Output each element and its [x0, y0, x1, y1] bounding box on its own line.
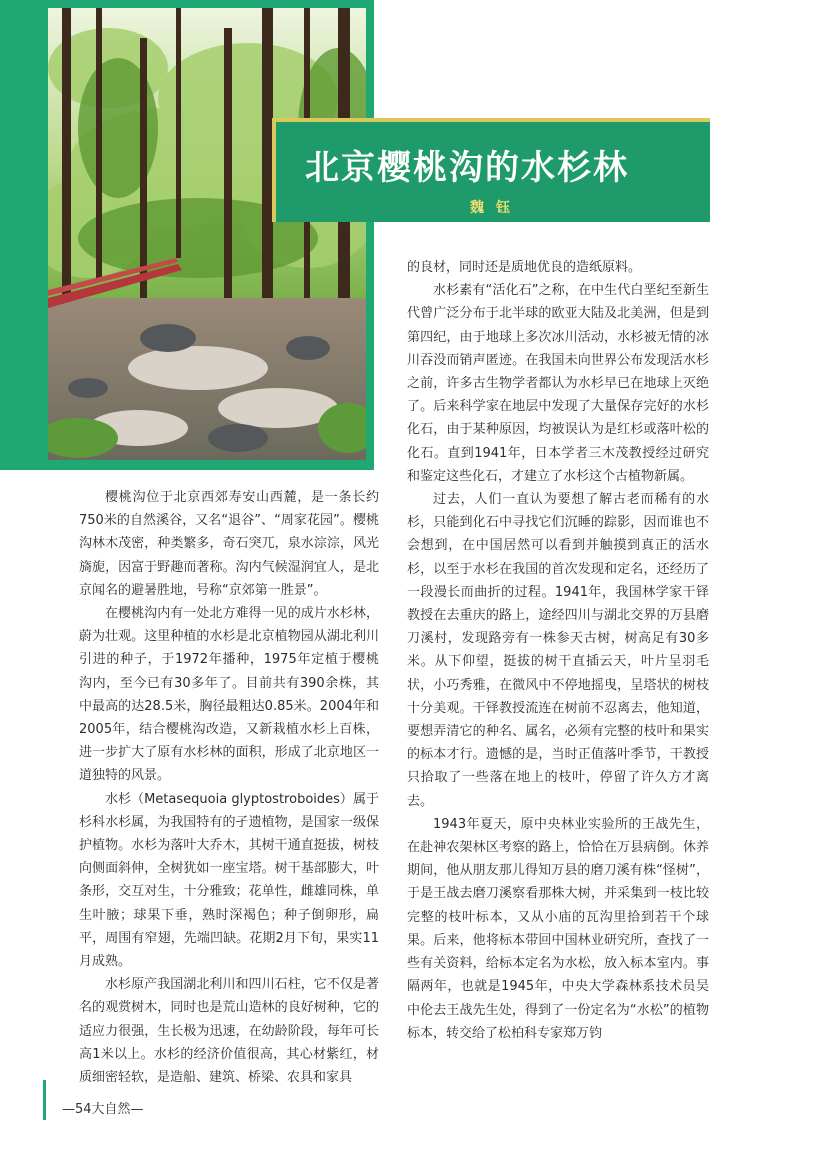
paragraph: 过去，人们一直认为要想了解古老而稀有的水杉，只能到化石中寻找它们沉睡的踪影，因而谁也不会想到，在中国居然可以看到并触摸到真正的活水杉，以至于水杉在我国的首次发现和定名，还经历了一段漫长而曲折的过程。1941年，我国林学家干铎教授在去重庆的路上，途经四川与湖北交界的万县磨刀溪村，发现路旁有一株参天古树，树高足有30多米。从下仰望，挺拔的树干直插云天，叶片呈羽毛状，小巧秀雅，在微风中不停地摇曳，呈塔状的树枝十分美观。干铎教授流连在树前不忍离去，他知道，要想弄清它的种名、属名，必须有完整的枝叶和果实的标本才行。遗憾的是，当时正值落叶季节，干教授只拾取了一些落在地上的枝叶，停留了许久方才离去。: [407, 492, 709, 809]
paragraph: 樱桃沟位于北京西郊寿安山西麓，是一条长约750米的自然溪谷，又名“退谷”、“周家花园”。樱桃沟林木茂密，种类繁多，奇石突兀，泉水淙淙，风光旖旎，因富于野趣而著称。沟内气候湿润宜人，是北京闻名的避暑胜地，号称“京郊第一胜景”。: [79, 490, 379, 598]
forest-photo: [48, 8, 366, 460]
page-number: —54大自然—: [62, 1102, 144, 1117]
footer-accent-bar: [43, 1080, 46, 1120]
left-accent-bar: [0, 0, 44, 470]
paragraph: 水杉（Metasequoia glyptostroboides）属于杉科水杉属，为我国特有的孑遗植物，是国家一级保护植物。水杉为落叶大乔木，其树干通直挺拔，树枝向侧面斜伸，全树犹如一座宝塔。树干基部膨大，叶条形，交互对生，十分雅致；花单性，雌雄同株，单生叶腋；球果下垂，熟时深褐色；种子倒卵形，扁平，周围有窄翅，先端凹缺。花期2月下旬，果实11月成熟。: [79, 791, 379, 970]
paragraph: 水杉原产我国湖北利川和四川石柱，它不仅是著名的观赏树木，同时也是荒山造林的良好树种，它的适应力很强，生长极为迅速，在幼龄阶段，每年可长高1米以上。水杉的经济价值很高，其心材紫红，材质细密轻软，是造船、建筑、桥梁、农具和家具: [79, 977, 379, 1086]
paragraph-continued: 的良材，同时还是质地优良的造纸原料。: [407, 260, 642, 275]
left-text-column: [79, 486, 379, 1089]
paragraph: 1943年夏天，原中央林业实验所的王战先生，在赴神农架林区考察的路上，恰恰在万县病倒。休养期间，他从朋友那儿得知万县的磨刀溪有株“怪树”，于是王战去磨刀溪察看那株大树，并采集到一枝比较完整的枝叶标本，又从小庙的瓦沟里拾到若干个球果。后来，他将标本带回中国林业研究所，查找了一些有关资料，给标本定名为水松，放入标本室内。事隔两年，也就是1945年，中央大学森林系技术员吴中伦去王战先生处，得到了一份定名为“水松”的植物标本，转交给了松柏科专家郑万钧: [407, 816, 709, 1041]
paragraph: 在樱桃沟内有一处北方难得一见的成片水杉林，蔚为壮观。这里种植的水杉是北京植物园从湖北利川引进的种子，于1972年播种，1975年定植于樱桃沟内，至今已有30多年了。目前共有390余株，其中最高的达28.5米，胸径最粗达0.85米。2004年和2005年，结合樱桃沟改造，又新栽植水杉上百株，进一步扩大了原有水杉林的面积，形成了北京地区一道独特的风景。: [79, 606, 379, 784]
paragraph: 水杉素有“活化石”之称，在中生代白垩纪至新生代曾广泛分布于北半球的欧亚大陆及北美洲，但是到第四纪，由于地球上多次冰川活动，水杉被无情的冰川吞没而销声匿迹。在我国未向世界公布发现活水杉之前，许多古生物学者都认为水杉早已在地球上灭绝了。后来科学家在地层中发现了大量保存完好的水杉化石，由于某种原因，均被误认为是红杉或落叶松的化石。直到1941年，日本学者三木茂教授经过研究和鉴定这些化石，才建立了水杉这个古植物新属。: [407, 283, 709, 484]
article-author: 魏钰: [470, 200, 522, 216]
article-title: 北京樱桃沟的水杉林: [305, 148, 629, 188]
forest-illustration: [48, 8, 366, 460]
right-text-column: [407, 256, 709, 1045]
